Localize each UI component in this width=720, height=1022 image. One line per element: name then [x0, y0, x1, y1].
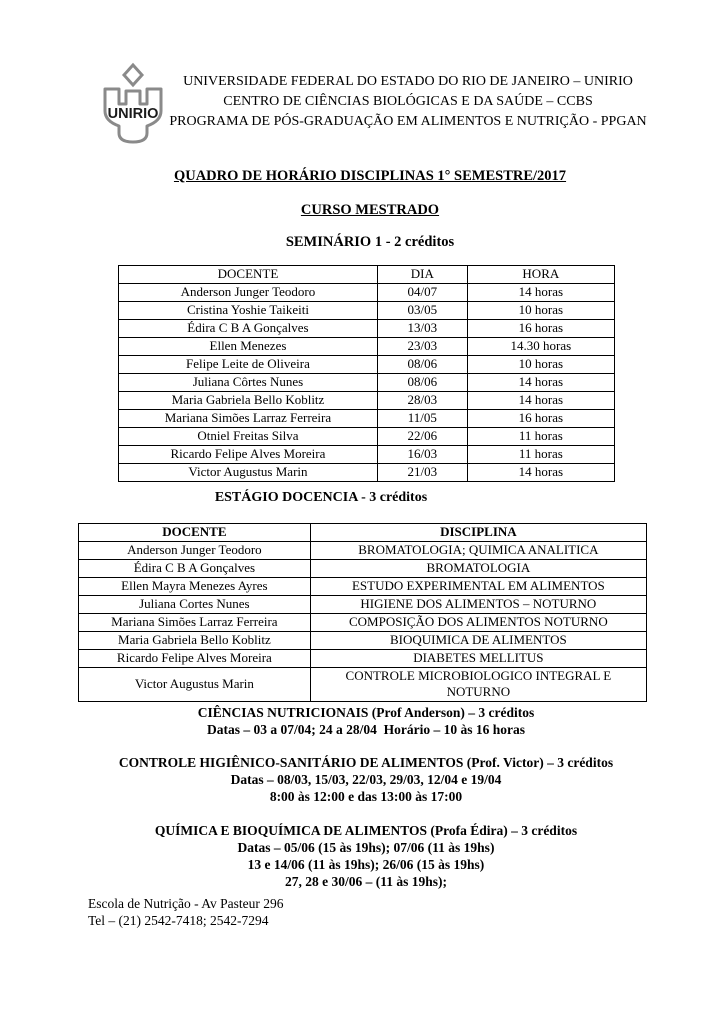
table-row: [119, 392, 615, 410]
document-footer: [88, 895, 720, 930]
table-cell: 14 horas: [467, 392, 614, 410]
table-cell: 13/03: [377, 320, 467, 338]
table-row: [119, 410, 615, 428]
table-cell: Victor Augustus Marin: [79, 668, 311, 702]
table-header-row: [119, 266, 615, 284]
header-line-program: PROGRAMA DE PÓS-GRADUAÇÃO EM ALIMENTOS E NUTRIÇÃO - PPGAN: [169, 114, 647, 129]
table-row: [119, 446, 615, 464]
section-dates: Datas – 05/06 (15 às 19hs); 07/06 (11 às 19hs): [237, 839, 495, 855]
document-page: [0, 62, 720, 1022]
seminario-table: [118, 265, 615, 482]
table-cell: BROMATOLOGIA; QUIMICA ANALITICA: [310, 542, 646, 560]
table-cell: 14 horas: [467, 284, 614, 302]
table-cell: 16/03: [377, 446, 467, 464]
table-cell: 04/07: [377, 284, 467, 302]
col-header-disciplina: DISCIPLINA: [310, 524, 646, 542]
table-cell: Juliana Côrtes Nunes: [119, 374, 378, 392]
table-cell: 16 horas: [467, 320, 614, 338]
table-cell: Anderson Junger Teodoro: [119, 284, 378, 302]
table-cell: Mariana Simões Larraz Ferreira: [79, 614, 311, 632]
table-row: [119, 302, 615, 320]
table-cell: Felipe Leite de Oliveira: [119, 356, 378, 374]
col-header-docente: DOCENTE: [79, 524, 311, 542]
table-cell: Mariana Simões Larraz Ferreira: [119, 410, 378, 428]
table-cell: Juliana Cortes Nunes: [79, 596, 311, 614]
unirio-logo-text: UNIRIO: [107, 106, 159, 122]
table-cell: 08/06: [377, 374, 467, 392]
table-row: [119, 374, 615, 392]
section-dates: Datas – 08/03, 15/03, 22/03, 29/03, 12/04 e 19/04: [230, 771, 502, 787]
institution-header: [168, 62, 648, 132]
table-cell: 22/06: [377, 428, 467, 446]
section-title: CONTROLE HIGIÊNICO-SANITÁRIO DE ALIMENTOS (Prof. Victor) – 3 créditos: [118, 754, 614, 770]
section-hours: 8:00 às 12:00 e das 13:00 às 17:00: [269, 788, 463, 804]
section-dates: 27, 28 e 30/06 – (11 às 19hs);: [285, 873, 447, 889]
table-row: [119, 320, 615, 338]
table-row: [119, 428, 615, 446]
table-cell: Maria Gabriela Bello Koblitz: [79, 632, 311, 650]
document-header: [98, 62, 648, 144]
table-cell: 11/05: [377, 410, 467, 428]
table-row: [79, 650, 647, 668]
table-cell: 03/05: [377, 302, 467, 320]
table-row: [119, 338, 615, 356]
seminario-heading: SEMINÁRIO 1 - 2 créditos: [285, 234, 455, 250]
table-cell: Maria Gabriela Bello Koblitz: [119, 392, 378, 410]
estagio-heading: ESTÁGIO DOCENCIA - 3 créditos: [214, 490, 428, 505]
table-cell: Ellen Mayra Menezes Ayres: [79, 578, 311, 596]
table-cell: 10 horas: [467, 356, 614, 374]
table-row: [79, 614, 647, 632]
table-cell: BIOQUIMICA DE ALIMENTOS: [310, 632, 646, 650]
table-row: [79, 596, 647, 614]
table-cell: 14 horas: [467, 464, 614, 482]
table-cell: 14.30 horas: [467, 338, 614, 356]
table-cell: Otniel Freitas Silva: [119, 428, 378, 446]
table-row: [119, 284, 615, 302]
table-cell: Édira C B A Gonçalves: [79, 560, 311, 578]
table-cell: 21/03: [377, 464, 467, 482]
table-cell: Anderson Junger Teodoro: [79, 542, 311, 560]
table-cell: 16 horas: [467, 410, 614, 428]
table-row: [79, 578, 647, 596]
col-header-dia: DIA: [377, 266, 467, 284]
section-ciencias-nutricionais: [12, 704, 720, 738]
table-cell: 11 horas: [467, 428, 614, 446]
header-line-center: CENTRO DE CIÊNCIAS BIOLÓGICAS E DA SAÚDE – CCBS: [223, 94, 593, 109]
footer-phone: Tel – (21) 2542-7418; 2542-7294: [88, 913, 269, 928]
table-cell: Victor Augustus Marin: [119, 464, 378, 482]
table-cell: Ricardo Felipe Alves Moreira: [79, 650, 311, 668]
table-cell: ESTUDO EXPERIMENTAL EM ALIMENTOS: [310, 578, 646, 596]
table-cell: 14 horas: [467, 374, 614, 392]
table-row: [119, 464, 615, 482]
estagio-table: [78, 523, 647, 702]
col-header-docente: DOCENTE: [119, 266, 378, 284]
table-header-row: [79, 524, 647, 542]
col-header-hora: HORA: [467, 266, 614, 284]
table-row: [79, 560, 647, 578]
table-cell: 10 horas: [467, 302, 614, 320]
header-line-university: UNIVERSIDADE FEDERAL DO ESTADO DO RIO DE JANEIRO – UNIRIO: [183, 74, 633, 89]
section-dates: 13 e 14/06 (11 às 19hs); 26/06 (15 às 19hs): [247, 856, 485, 872]
section-title: CIÊNCIAS NUTRICIONAIS (Prof Anderson) – 3 créditos: [197, 704, 535, 720]
course-title: CURSO MESTRADO: [300, 202, 440, 218]
table-cell: COMPOSIÇÃO DOS ALIMENTOS NOTURNO: [310, 614, 646, 632]
table-cell: Édira C B A Gonçalves: [119, 320, 378, 338]
table-cell: Ellen Menezes: [119, 338, 378, 356]
unirio-logo-icon: [98, 62, 168, 144]
table-cell: 11 horas: [467, 446, 614, 464]
table-row: [119, 356, 615, 374]
table-cell: 23/03: [377, 338, 467, 356]
section-controle-higienico: [12, 754, 720, 805]
footer-address: Escola de Nutrição - Av Pasteur 296: [88, 895, 284, 911]
table-cell: DIABETES MELLITUS: [310, 650, 646, 668]
table-row: [79, 632, 647, 650]
table-row: [79, 542, 647, 560]
table-cell: Cristina Yoshie Taikeiti: [119, 302, 378, 320]
table-row: [79, 668, 647, 702]
page-title: QUADRO DE HORÁRIO DISCIPLINAS 1° SEMESTRE/2017: [173, 168, 567, 184]
table-cell: 28/03: [377, 392, 467, 410]
section-title: QUÍMICA E BIOQUÍMICA DE ALIMENTOS (Profa Édira) – 3 créditos: [154, 822, 578, 838]
section-quimica-bioquimica: [12, 822, 720, 890]
section-dates: Datas – 03 a 07/04; 24 a 28/04 Horário – 10 às 16 horas: [207, 721, 525, 737]
table-cell: BROMATOLOGIA: [310, 560, 646, 578]
table-cell: CONTROLE MICROBIOLOGICO INTEGRAL E NOTURNO: [310, 668, 646, 702]
table-cell: Ricardo Felipe Alves Moreira: [119, 446, 378, 464]
table-cell: HIGIENE DOS ALIMENTOS – NOTURNO: [310, 596, 646, 614]
table-cell: 08/06: [377, 356, 467, 374]
